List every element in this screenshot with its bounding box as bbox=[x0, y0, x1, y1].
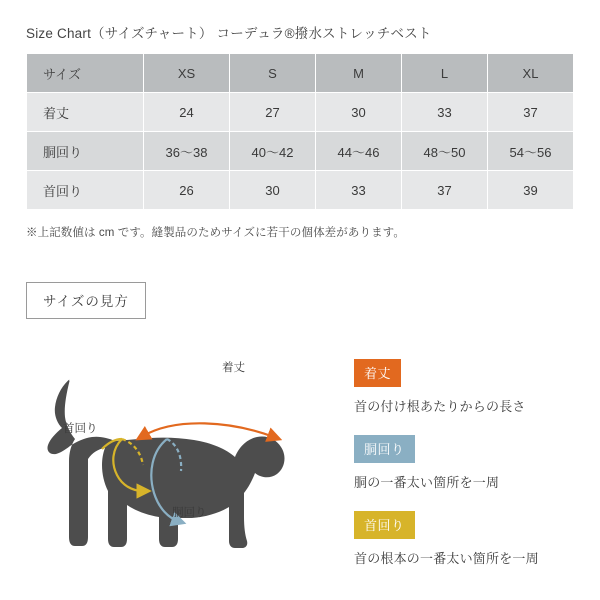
table-row bbox=[27, 171, 574, 210]
illustration-label-chest: 胴回り bbox=[172, 507, 207, 519]
legend-desc-chest: 胴の一番太い箇所を一周 bbox=[354, 475, 500, 490]
table-body bbox=[27, 93, 574, 210]
table-column-xs: XS bbox=[144, 54, 230, 93]
cell-length-xs: 24 bbox=[144, 93, 230, 132]
row-label-length: 着丈 bbox=[27, 93, 144, 132]
table-corner-label: サイズ bbox=[27, 54, 144, 93]
cell-length-m: 30 bbox=[316, 93, 402, 132]
cell-length-s: 27 bbox=[230, 93, 316, 132]
table-row bbox=[27, 132, 574, 171]
cell-length-l: 33 bbox=[402, 93, 488, 132]
table-column-s: S bbox=[230, 54, 316, 93]
cell-chest-xl: 54〜56 bbox=[488, 132, 574, 171]
cell-chest-m: 44〜46 bbox=[316, 132, 402, 171]
cell-neck-xs: 26 bbox=[144, 171, 230, 210]
table-column-xl: XL bbox=[488, 54, 574, 93]
legend-item-chest bbox=[354, 435, 574, 491]
legend-item-length bbox=[354, 359, 574, 415]
legend-badge-length: 着丈 bbox=[354, 359, 401, 387]
table-header bbox=[27, 54, 574, 93]
cell-chest-l: 48〜50 bbox=[402, 132, 488, 171]
table-header-row bbox=[27, 54, 574, 93]
dog-silhouette-icon bbox=[47, 379, 284, 548]
section-heading: サイズの見方 bbox=[26, 282, 146, 319]
how-to-measure-content bbox=[26, 341, 574, 587]
cell-neck-l: 37 bbox=[402, 171, 488, 210]
legend-desc-neck: 首の根本の一番太い箇所を一周 bbox=[354, 551, 539, 566]
dog-diagram-svg bbox=[26, 341, 346, 556]
cell-neck-xl: 39 bbox=[488, 171, 574, 210]
row-label-chest: 胴回り bbox=[27, 132, 144, 171]
cell-chest-s: 40〜42 bbox=[230, 132, 316, 171]
legend-desc-length: 首の付け根あたりからの長さ bbox=[354, 399, 526, 414]
length-measure-arrow bbox=[143, 423, 274, 437]
row-label-neck: 首回り bbox=[27, 171, 144, 210]
cell-neck-s: 30 bbox=[230, 171, 316, 210]
legend-item-neck bbox=[354, 511, 574, 567]
illustration-label-neck: 首回り bbox=[63, 423, 98, 435]
illustration-label-length: 着丈 bbox=[222, 362, 245, 374]
cell-neck-m: 33 bbox=[316, 171, 402, 210]
legend-badge-chest: 胴回り bbox=[354, 435, 415, 463]
table-column-l: L bbox=[402, 54, 488, 93]
table-row bbox=[27, 93, 574, 132]
table-column-m: M bbox=[316, 54, 402, 93]
dog-illustration bbox=[26, 341, 346, 556]
cell-chest-xs: 36〜38 bbox=[144, 132, 230, 171]
legend-list bbox=[346, 341, 574, 587]
size-table bbox=[26, 53, 574, 210]
page-title: Size Chart（サイズチャート） コーデュラ®撥水ストレッチベスト bbox=[26, 26, 432, 41]
legend-badge-neck: 首回り bbox=[354, 511, 415, 539]
measurement-note: ※上記数値は cm です。縫製品のためサイズに若干の個体差があります。 bbox=[26, 227, 405, 239]
cell-length-xl: 37 bbox=[488, 93, 574, 132]
